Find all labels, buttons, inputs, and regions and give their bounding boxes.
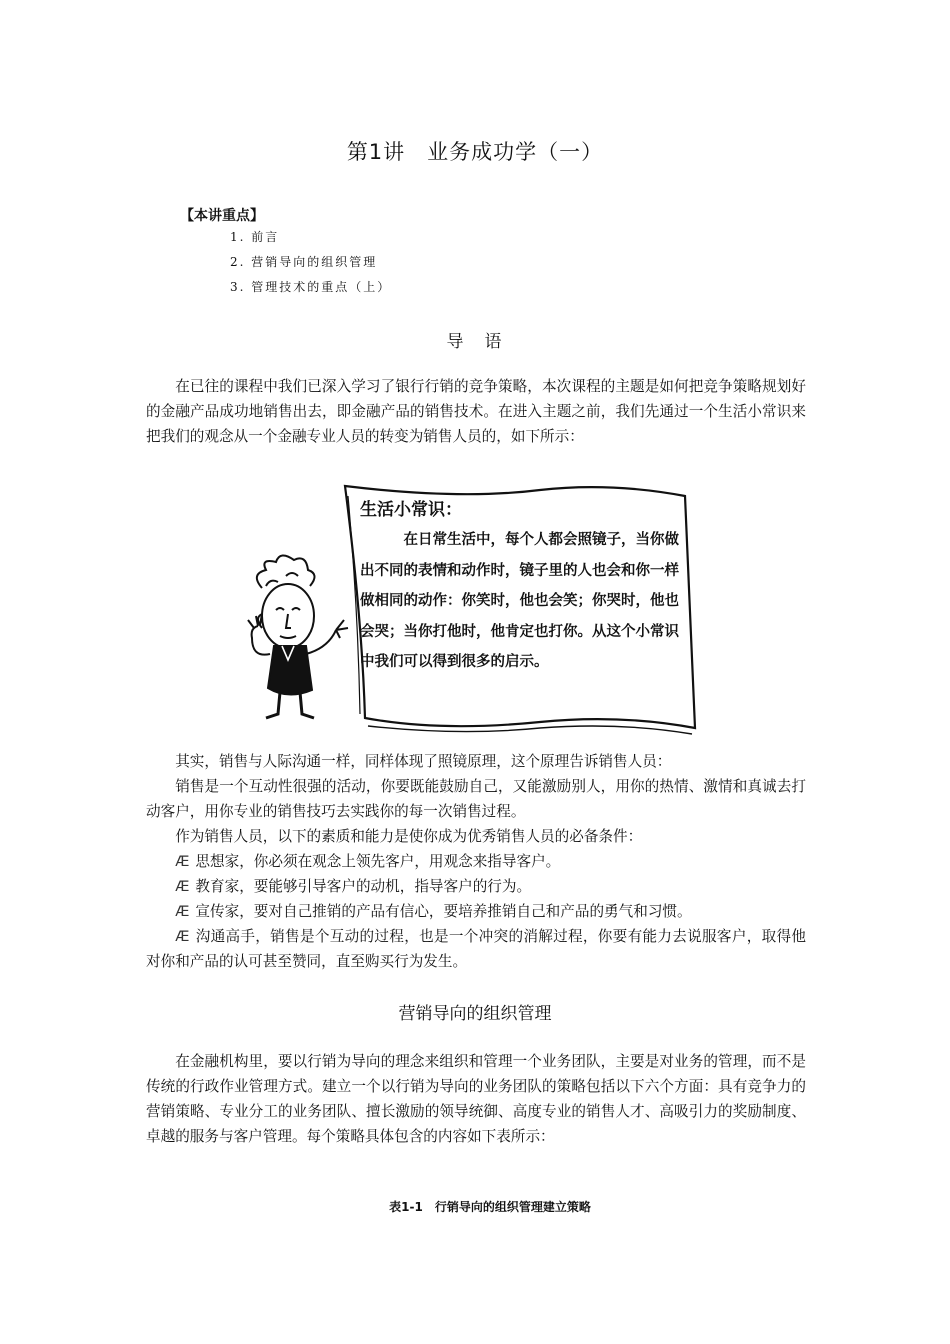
body-paragraph-2: 销售是一个互动性很强的活动，你要既能鼓励自己，又能激励别人，用你的热情、激情和真诚去打动客户，用你专业的销售技巧去实践你的每一次销售过程。 xyxy=(146,778,806,820)
key-points-list xyxy=(230,229,391,304)
section-paragraph: 在金融机构里，要以行销为导向的理念来组织和管理一个业务团队，主要是对业务的管理，而不是传统的行政作业管理方式。建立一个以行销为导向的业务团队的策略包括以下六个方面：具有竞争力的营销策略、专业分工的业务团队、擅长激励的领导统御、高度专业的销售人才、高吸引力的奖励制度、卓越的服务与客户管理。每个策略具体包含的内容如下表所示： xyxy=(146,1053,806,1145)
bullet-item: Æ 教育家，要能够引导客户的动机，指导客户的行为。 xyxy=(175,878,532,895)
bullet-mark: Æ xyxy=(175,903,190,920)
body-paragraph-1: 其实，销售与人际沟通一样，同样体现了照镜原理，这个原理告诉销售人员： xyxy=(175,753,672,770)
bullet-mark: Æ xyxy=(175,878,190,895)
table-caption: 表1-1 行销导向的组织管理建立策略 xyxy=(389,1200,591,1214)
list-item: 2. 营销导向的组织管理 xyxy=(230,255,378,269)
intro-paragraph: 在已往的课程中我们已深入学习了银行行销的竞争策略，本次课程的主题是如何把竞争策略规划好的金融产品成功地销售出去，即金融产品的销售技术。在进入主题之前，我们先通过一个生活小常识来把我们的观念从一个金融专业人员的转变为销售人员的，如下所示： xyxy=(146,378,806,445)
body-paragraph-3: 作为销售人员，以下的素质和能力是使你成为优秀销售人员的必备条件： xyxy=(175,828,643,845)
intro-heading: 导 语 xyxy=(446,332,504,352)
bullet-item: Æ 宣传家，要对自己推销的产品有信心，要培养推销自己和产品的勇气和习惯。 xyxy=(175,903,692,920)
bullet-item: Æ 沟通高手，销售是个互动的过程，也是一个冲突的消解过程，你要有能力去说服客户，取得他对你和产品的认可甚至赞同，直至购买行为发生。 xyxy=(146,928,806,970)
key-points-heading: 【本讲重点】 xyxy=(180,208,264,224)
tip-title: 生活小常识： xyxy=(360,500,462,520)
page-title: 第1讲 业务成功学（一） xyxy=(346,140,604,164)
list-item: 1. 前言 xyxy=(230,230,280,244)
section-heading: 营销导向的组织管理 xyxy=(398,1004,552,1024)
tip-body: 在日常生活中，每个人都会照镜子，当你做出不同的表情和动作时，镜子里的人也会和你一样做相同的动作：你笑时，他也会笑；你哭时，他也会哭；当你打他时，他肯定也打你。从这个小常识中我们可以得到很多的启示。 xyxy=(360,532,679,670)
tip-text-block xyxy=(360,495,680,678)
list-item: 3. 管理技术的重点（上） xyxy=(230,280,392,294)
bullet-item: Æ 思想家，你必须在观念上领先客户，用观念来指导客户。 xyxy=(175,853,561,870)
bullet-mark: Æ xyxy=(175,928,190,945)
cartoon-man-icon xyxy=(248,555,348,718)
bullet-mark: Æ xyxy=(175,853,190,870)
